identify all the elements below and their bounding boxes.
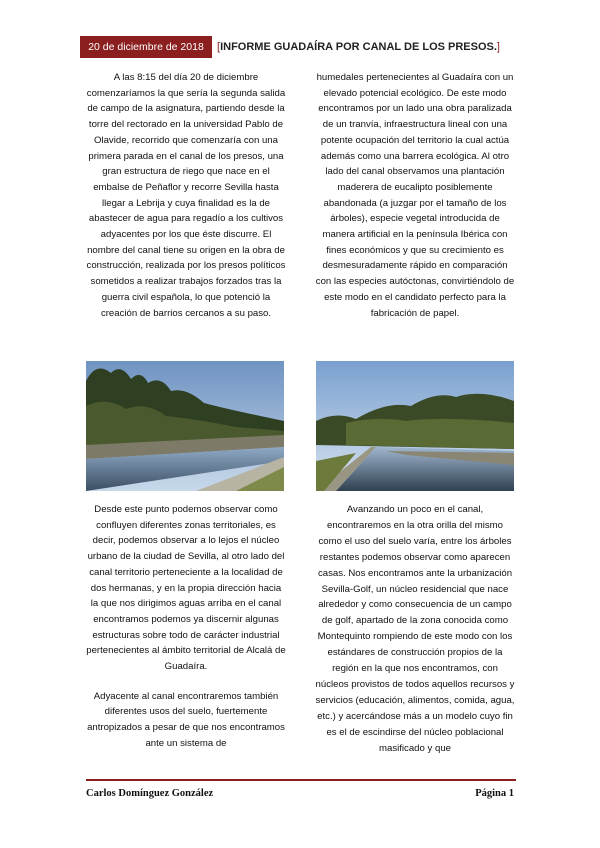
document-title (217, 36, 500, 58)
footer-divider (86, 779, 516, 781)
page-header (80, 36, 520, 58)
title-text: INFORME GUADAÍRA POR CANAL DE LOS PRESOS. (220, 41, 497, 53)
column-bottom-right (315, 502, 515, 757)
paragraph-territories: Desde este punto podemos observar como confluyen diferentes zonas territoriales, es decir, podemos observar a lo lejos el núcleo urbano de la ciudad de Sevilla, al otro lado del canal territorio perteneciente a la localidad de dos hermanas, y en la propia dirección hacia la que nos dirigimos aguas arriba en el canal encontramos podemos ya discernir algunas estructuras sobre todo de carácter industrial pertenecientes al ámbito territorial de Alcalá de Guadaíra. (86, 504, 286, 673)
column-top-right (315, 70, 515, 321)
canal-photo-left-image (86, 361, 284, 491)
canal-photo-left (86, 361, 284, 491)
canal-photo-right-image (316, 361, 514, 491)
title-bracket-open: [ (217, 41, 221, 53)
title-bracket-close: ] (496, 41, 500, 53)
column-bottom-left (86, 502, 286, 752)
paragraph-land-use: Adyacente al canal encontraremos también diferentes usos del suelo, fuertemente antropizados a pesar de que nos encontramos ante un sistema de (87, 690, 285, 749)
column-top-left (86, 70, 286, 321)
header-date: 20 de diciembre de 2018 (80, 36, 212, 58)
footer-page-number: Página 1 (475, 788, 514, 799)
canal-photo-right (316, 361, 514, 491)
paragraph-intro: A las 8:15 del día 20 de diciembre comenzaríamos la que sería la segunda salida de campo de la asignatura, partiendo desde la torre del rectorado en la universidad Pablo de Olavide, recorrido que comenzaría con una primera parada en el canal de los presos, una gran estructura de riego que nace en el embalse de Peñaflor y recorre Sevilla hasta llegar a Lebrija y cuya finalidad es la de abastecer de agua para regadío a los cultivos adyacentes por los que éste discurre. El nombre del canal tiene su origen en la obra de construcción, realizada por los presos políticos sometidos a realizar trabajos forzados tras la guerra civil española, lo que potenció la creación de barrios cercanos a su paso. (86, 72, 286, 319)
paragraph-urbanization: Avanzando un poco en el canal, encontraremos en la otra orilla del mismo como el uso del suelo varía, entre los árboles restantes podemos observar como aparecen casas. Nos encontramos ante la urbanización Sevilla-Golf, un núcleo residencial que nace alrededor y como consecuencia de un campo de golf, apartado de la zona conocida como Montequinto rompiendo de este modo con los estándares de construcción propios de la región en la que nos encontramos, con núcleos provistos de todos aquellos recursos y servicios (educación, alimentos, comida, agua, etc.) y acercándose más a un modelo cuyo fin es el de escindirse del núcleo poblacional masificado y que (315, 504, 515, 754)
footer-author: Carlos Domínguez González (86, 788, 214, 799)
paragraph-wetlands: humedales pertenecientes al Guadaíra con un elevado potencial ecológico. De este modo encontramos por un lado una obra paralizada de un tranvía, infraestructura lineal con una potente ocupación del territorio la cual actúa además como una barrera ecológica. Al otro lado del canal observamos una plantación maderera de eucalipto posiblemente abandonada (a juzgar por el tamaño de los árboles), especie vegetal introducida de manera artificial en la península Ibérica con fines económicos y que su crecimiento es desmesuradamente rápido en comparación con las especies autóctonas, convirtiéndolo de este modo en el candidato perfecto para la fabricación de papel. (315, 72, 515, 319)
